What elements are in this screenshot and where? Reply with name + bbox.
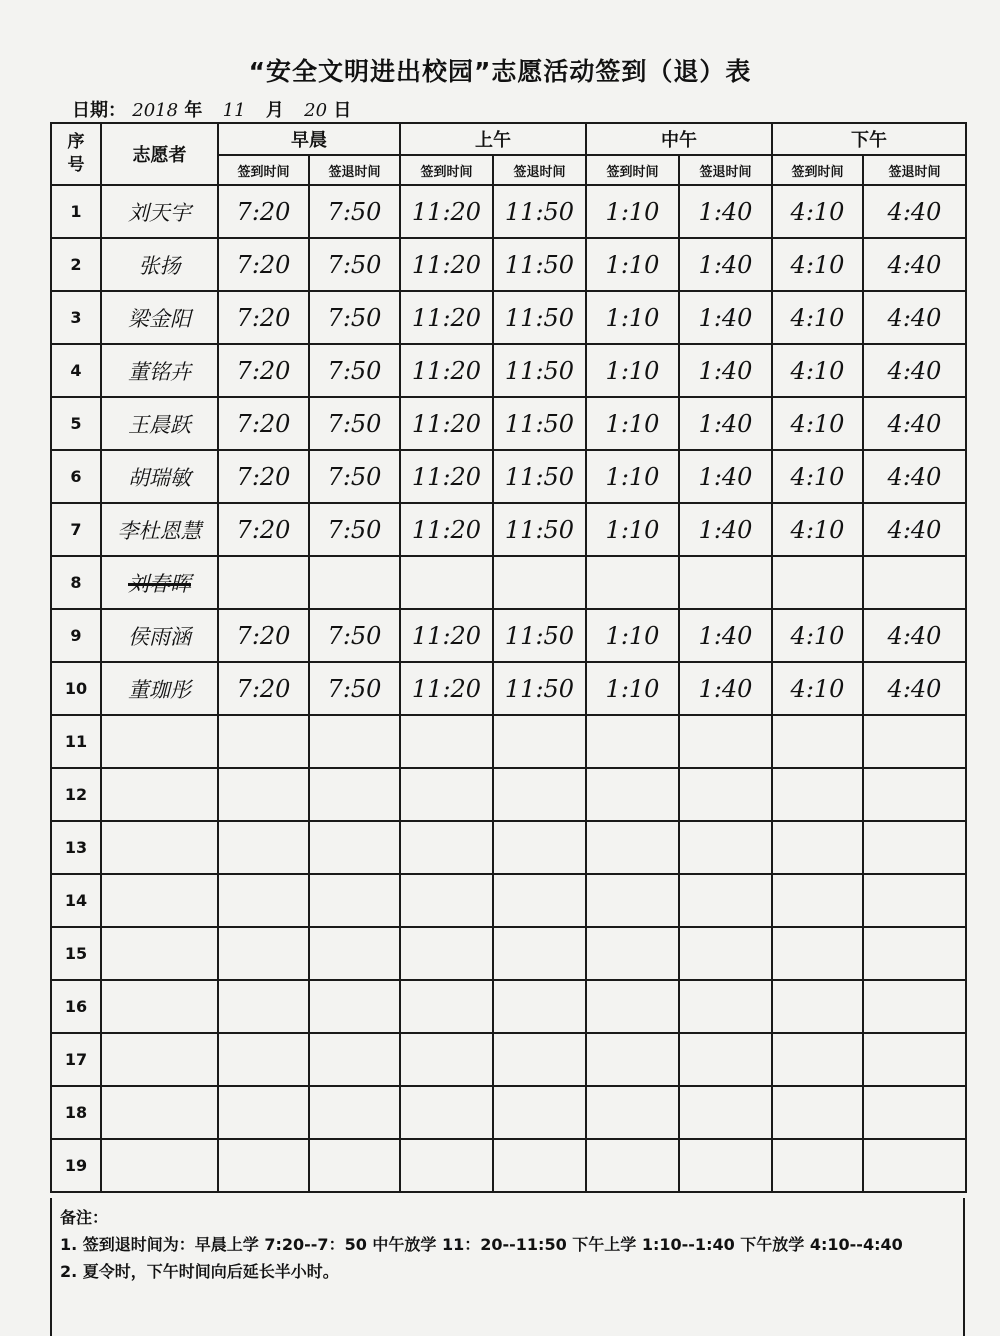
checkout-header: 签退时间: [309, 155, 400, 185]
checkout-time-cell: 4:40: [863, 450, 966, 503]
checkin-time-cell: 1:10: [586, 291, 679, 344]
checkin-time-cell: 4:10: [772, 450, 863, 503]
checkin-time-cell: [586, 1139, 679, 1192]
checkin-time-cell: 4:10: [772, 238, 863, 291]
checkin-time-cell: 11:20: [400, 291, 493, 344]
row-number: 3: [51, 291, 101, 344]
checkout-time-cell: [493, 927, 586, 980]
checkout-time-cell: 7:50: [309, 185, 400, 238]
checkin-time-cell: 7:20: [218, 185, 309, 238]
volunteer-name: [101, 1086, 218, 1139]
checkin-time-cell: [400, 1033, 493, 1086]
table-row: [51, 344, 966, 397]
checkout-time-cell: [309, 1033, 400, 1086]
checkout-time-cell: 4:40: [863, 397, 966, 450]
checkout-header: 签退时间: [863, 155, 966, 185]
checkout-time-cell: [309, 927, 400, 980]
checkin-time-cell: [218, 1033, 309, 1086]
checkout-time-cell: [863, 1086, 966, 1139]
checkout-time-cell: [493, 1033, 586, 1086]
volunteer-name: [101, 1033, 218, 1086]
checkin-time-cell: [772, 1033, 863, 1086]
checkout-time-cell: [679, 1139, 772, 1192]
checkin-time-cell: 11:20: [400, 662, 493, 715]
checkin-time-cell: 7:20: [218, 609, 309, 662]
checkin-time-cell: [218, 821, 309, 874]
checkin-time-cell: [772, 556, 863, 609]
table-row: [51, 609, 966, 662]
table-row: [51, 874, 966, 927]
notes-line-2: 2. 夏令时，下午时间向后延长半小时。: [60, 1262, 339, 1281]
checkin-time-cell: [218, 768, 309, 821]
checkin-header: 签到时间: [586, 155, 679, 185]
date-day: 20: [304, 100, 328, 121]
checkout-time-cell: 7:50: [309, 503, 400, 556]
checkout-time-cell: [863, 927, 966, 980]
checkin-time-cell: [586, 1033, 679, 1086]
checkin-time-cell: 1:10: [586, 662, 679, 715]
table-row: [51, 1139, 966, 1192]
checkout-time-cell: 11:50: [493, 662, 586, 715]
day-label: 日: [333, 100, 352, 121]
row-number: 11: [51, 715, 101, 768]
checkout-time-cell: 1:40: [679, 344, 772, 397]
month-label: 月: [265, 100, 284, 121]
checkin-time-cell: 7:20: [218, 397, 309, 450]
row-number: 13: [51, 821, 101, 874]
checkout-time-cell: 1:40: [679, 503, 772, 556]
checkin-time-cell: 4:10: [772, 291, 863, 344]
checkout-time-cell: [863, 874, 966, 927]
checkin-time-cell: 11:20: [400, 185, 493, 238]
checkin-time-cell: 1:10: [586, 344, 679, 397]
checkin-time-cell: [218, 874, 309, 927]
checkout-time-cell: 11:50: [493, 450, 586, 503]
table-row: [51, 1086, 966, 1139]
row-number: 2: [51, 238, 101, 291]
table-row: [51, 450, 966, 503]
checkin-header: 签到时间: [772, 155, 863, 185]
volunteer-name: 王晨跃: [101, 397, 218, 450]
table-row: [51, 715, 966, 768]
checkout-time-cell: [309, 1086, 400, 1139]
checkin-time-cell: [586, 715, 679, 768]
checkout-time-cell: 4:40: [863, 185, 966, 238]
checkout-time-cell: [863, 556, 966, 609]
volunteer-name: 董珈彤: [101, 662, 218, 715]
checkin-time-cell: [218, 927, 309, 980]
checkout-time-cell: [309, 768, 400, 821]
checkin-time-cell: [772, 821, 863, 874]
checkout-time-cell: 1:40: [679, 291, 772, 344]
row-number: 5: [51, 397, 101, 450]
table-row: [51, 556, 966, 609]
checkout-time-cell: [493, 1086, 586, 1139]
row-number: 19: [51, 1139, 101, 1192]
volunteer-name: [101, 1139, 218, 1192]
volunteer-name: 李杜恩慧: [101, 503, 218, 556]
volunteer-name: 刘天宇: [101, 185, 218, 238]
period-header-morning: 早晨: [218, 123, 400, 155]
checkout-time-cell: 4:40: [863, 662, 966, 715]
table-row: [51, 1033, 966, 1086]
row-number: 7: [51, 503, 101, 556]
row-number: 8: [51, 556, 101, 609]
checkout-time-cell: 11:50: [493, 344, 586, 397]
checkin-time-cell: 1:10: [586, 503, 679, 556]
checkout-time-cell: 7:50: [309, 609, 400, 662]
checkout-time-cell: [493, 821, 586, 874]
checkin-time-cell: [586, 927, 679, 980]
checkin-time-cell: [400, 1086, 493, 1139]
checkout-time-cell: [863, 980, 966, 1033]
table-row: [51, 768, 966, 821]
checkout-time-cell: [679, 874, 772, 927]
checkin-time-cell: 11:20: [400, 450, 493, 503]
checkin-time-cell: 11:20: [400, 344, 493, 397]
checkout-time-cell: 4:40: [863, 291, 966, 344]
checkin-time-cell: [218, 1086, 309, 1139]
checkout-time-cell: [679, 1033, 772, 1086]
checkin-time-cell: [772, 1139, 863, 1192]
checkin-time-cell: [586, 980, 679, 1033]
checkin-time-cell: 11:20: [400, 503, 493, 556]
checkin-time-cell: [400, 980, 493, 1033]
checkin-time-cell: [400, 715, 493, 768]
period-header-afternoon: 下午: [772, 123, 966, 155]
checkin-time-cell: 11:20: [400, 397, 493, 450]
checkout-time-cell: [863, 1033, 966, 1086]
notes-section: [50, 1198, 965, 1336]
checkout-time-cell: 7:50: [309, 450, 400, 503]
date-year: 2018: [132, 100, 179, 121]
row-number: 17: [51, 1033, 101, 1086]
checkout-time-cell: [309, 980, 400, 1033]
checkout-time-cell: [863, 768, 966, 821]
checkout-time-cell: [863, 821, 966, 874]
checkin-time-cell: 7:20: [218, 450, 309, 503]
checkout-time-cell: 7:50: [309, 238, 400, 291]
checkout-time-cell: [309, 821, 400, 874]
checkin-time-cell: 7:20: [218, 344, 309, 397]
checkin-time-cell: [586, 821, 679, 874]
period-header-forenoon: 上午: [400, 123, 586, 155]
row-number: 12: [51, 768, 101, 821]
row-number: 1: [51, 185, 101, 238]
row-number: 6: [51, 450, 101, 503]
volunteer-name: [101, 821, 218, 874]
checkout-time-cell: 11:50: [493, 609, 586, 662]
checkin-time-cell: [400, 556, 493, 609]
checkin-time-cell: [772, 715, 863, 768]
checkin-time-cell: [400, 1139, 493, 1192]
checkout-time-cell: [493, 1139, 586, 1192]
checkin-time-cell: [218, 1139, 309, 1192]
table-row: [51, 397, 966, 450]
checkin-time-cell: [586, 556, 679, 609]
checkin-time-cell: [772, 1086, 863, 1139]
checkout-time-cell: 1:40: [679, 238, 772, 291]
checkout-time-cell: [863, 715, 966, 768]
notes-line-1: 1. 签到退时间为：早晨上学 7:20--7：50 中午放学 11：20--11:50 下午上学 1:10--1:40 下午放学 4:10--4:40: [60, 1235, 903, 1254]
table-row: [51, 185, 966, 238]
checkin-header: 签到时间: [400, 155, 493, 185]
table-row: [51, 503, 966, 556]
checkout-time-cell: 4:40: [863, 609, 966, 662]
checkin-time-cell: 7:20: [218, 503, 309, 556]
table-row: [51, 291, 966, 344]
checkin-time-cell: 7:20: [218, 291, 309, 344]
checkin-time-cell: 4:10: [772, 344, 863, 397]
checkout-time-cell: [493, 715, 586, 768]
checkout-time-cell: 7:50: [309, 291, 400, 344]
checkout-time-cell: [309, 874, 400, 927]
checkout-time-cell: 11:50: [493, 185, 586, 238]
checkout-time-cell: [493, 874, 586, 927]
volunteer-name: [101, 768, 218, 821]
table-row: [51, 821, 966, 874]
row-number: 14: [51, 874, 101, 927]
checkin-time-cell: [586, 874, 679, 927]
checkout-time-cell: [679, 1086, 772, 1139]
checkin-time-cell: [772, 927, 863, 980]
volunteer-name: 梁金阳: [101, 291, 218, 344]
checkin-time-cell: [772, 980, 863, 1033]
checkout-time-cell: 11:50: [493, 238, 586, 291]
checkout-time-cell: 11:50: [493, 291, 586, 344]
checkin-time-cell: 1:10: [586, 609, 679, 662]
volunteer-name: 侯雨涵: [101, 609, 218, 662]
checkout-time-cell: 4:40: [863, 344, 966, 397]
checkout-time-cell: [309, 556, 400, 609]
checkin-time-cell: 1:10: [586, 238, 679, 291]
checkin-time-cell: [400, 874, 493, 927]
checkin-time-cell: [218, 556, 309, 609]
form-title: “安全文明进出校园”志愿活动签到（退）表: [248, 57, 752, 86]
checkout-time-cell: 7:50: [309, 397, 400, 450]
volunteer-name: 董铭卉: [101, 344, 218, 397]
checkout-time-cell: 7:50: [309, 344, 400, 397]
year-label: 年: [184, 100, 203, 121]
checkin-time-cell: 4:10: [772, 609, 863, 662]
period-header-noon: 中午: [586, 123, 772, 155]
row-number: 16: [51, 980, 101, 1033]
checkin-time-cell: [400, 927, 493, 980]
checkout-time-cell: 1:40: [679, 397, 772, 450]
checkout-time-cell: [679, 715, 772, 768]
checkout-time-cell: [493, 980, 586, 1033]
checkout-header: 签退时间: [493, 155, 586, 185]
checkin-time-cell: 4:10: [772, 397, 863, 450]
checkout-time-cell: [679, 980, 772, 1033]
seq-header: 序号: [51, 123, 101, 185]
volunteer-name: [101, 980, 218, 1033]
checkin-time-cell: [772, 768, 863, 821]
checkin-time-cell: [218, 980, 309, 1033]
checkout-time-cell: [679, 556, 772, 609]
row-number: 15: [51, 927, 101, 980]
volunteer-name: 胡瑞敏: [101, 450, 218, 503]
checkout-time-cell: 11:50: [493, 397, 586, 450]
row-number: 10: [51, 662, 101, 715]
checkin-time-cell: [772, 874, 863, 927]
checkin-time-cell: [400, 768, 493, 821]
table-row: [51, 238, 966, 291]
volunteer-name: [101, 927, 218, 980]
volunteer-name: [101, 715, 218, 768]
checkin-time-cell: 1:10: [586, 185, 679, 238]
checkout-time-cell: 1:40: [679, 185, 772, 238]
checkin-time-cell: 7:20: [218, 238, 309, 291]
table-row: [51, 927, 966, 980]
checkout-time-cell: [309, 715, 400, 768]
checkin-time-cell: 7:20: [218, 662, 309, 715]
checkin-time-cell: 1:10: [586, 397, 679, 450]
checkout-time-cell: 1:40: [679, 450, 772, 503]
checkin-time-cell: 11:20: [400, 238, 493, 291]
checkin-time-cell: 4:10: [772, 185, 863, 238]
date-label: 日期：: [72, 100, 126, 121]
checkout-time-cell: 1:40: [679, 609, 772, 662]
checkout-time-cell: [493, 768, 586, 821]
signin-table: [50, 122, 967, 1193]
table-row: [51, 662, 966, 715]
date-month: 11: [222, 100, 246, 121]
checkout-time-cell: [679, 821, 772, 874]
checkin-time-cell: 4:10: [772, 503, 863, 556]
checkin-header: 签到时间: [218, 155, 309, 185]
checkin-time-cell: [400, 821, 493, 874]
checkout-time-cell: 7:50: [309, 662, 400, 715]
checkin-time-cell: 1:10: [586, 450, 679, 503]
checkout-time-cell: [679, 768, 772, 821]
notes-heading: 备注：: [60, 1208, 109, 1227]
row-number: 4: [51, 344, 101, 397]
row-number: 9: [51, 609, 101, 662]
row-number: 18: [51, 1086, 101, 1139]
checkout-time-cell: 1:40: [679, 662, 772, 715]
checkin-time-cell: [586, 1086, 679, 1139]
volunteer-name-struck: 刘春晖: [101, 556, 218, 609]
checkout-time-cell: 4:40: [863, 503, 966, 556]
date-line: [72, 96, 351, 122]
checkout-time-cell: [309, 1139, 400, 1192]
checkin-time-cell: 11:20: [400, 609, 493, 662]
volunteer-name: [101, 874, 218, 927]
checkin-time-cell: 4:10: [772, 662, 863, 715]
volunteer-name: 张扬: [101, 238, 218, 291]
checkout-time-cell: [863, 1139, 966, 1192]
table-row: [51, 980, 966, 1033]
checkout-time-cell: 11:50: [493, 503, 586, 556]
checkin-time-cell: [586, 768, 679, 821]
checkout-time-cell: [493, 556, 586, 609]
checkout-time-cell: [679, 927, 772, 980]
volunteer-header: 志愿者: [101, 123, 218, 185]
checkout-header: 签退时间: [679, 155, 772, 185]
checkout-time-cell: 4:40: [863, 238, 966, 291]
checkin-time-cell: [218, 715, 309, 768]
